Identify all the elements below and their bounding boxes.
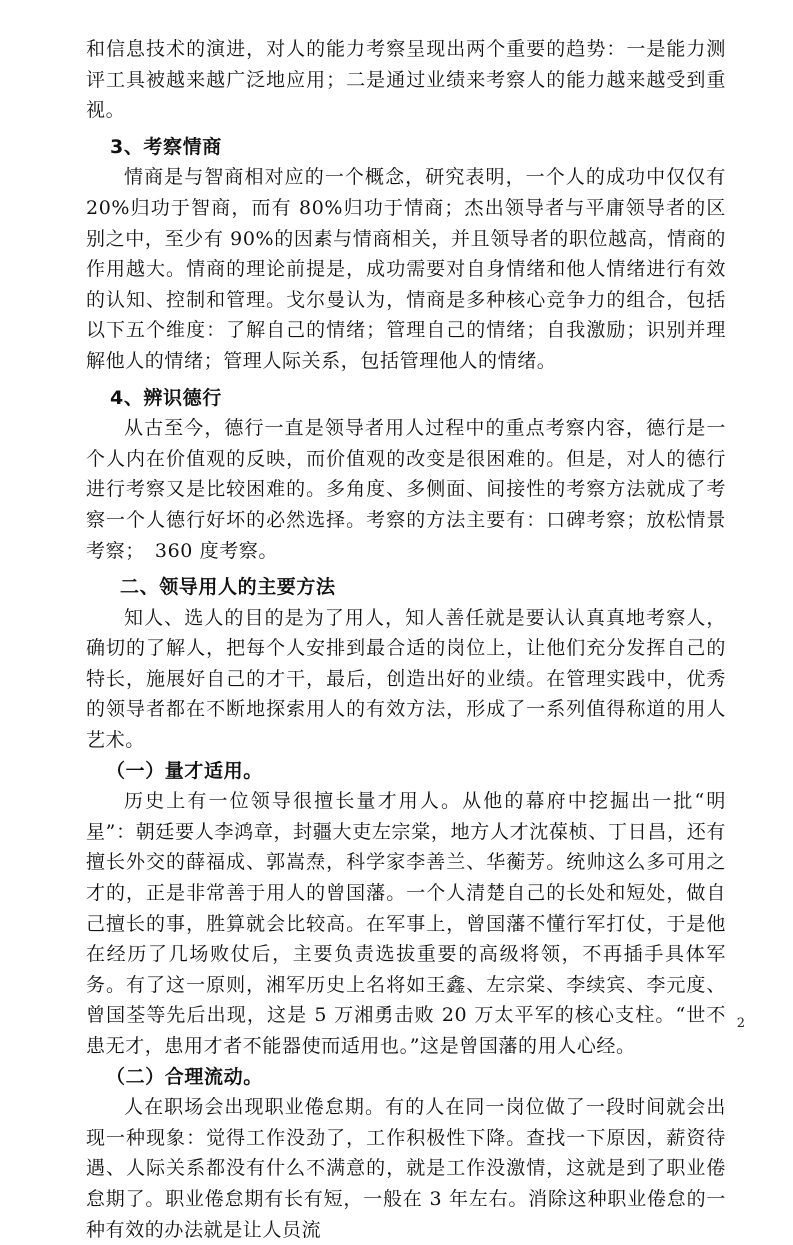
heading-eq: 3、考察情商 <box>110 135 222 158</box>
heading-fit-talent: （一）量才适用。 <box>106 759 263 782</box>
page-number: 2 <box>736 1016 745 1031</box>
paragraph-ability-trends: 和信息技术的演进，对人的能力考察呈现出两个重要的趋势：一是能力测评工具被越来越广泛地应用；二是通过业绩来考察人的能力越来越受到重视。 <box>86 38 726 122</box>
heading-virtue: 4、辨识德行 <box>110 386 222 409</box>
paragraph-rotation: 人在职场会出现职业倦怠期。有的人在同一岗位做了一段时间就会出现一种现象：觉得工作没劲了，工作积极性下降。查找一下原因，薪资待遇、人际关系都没有什么不满意的，就是工作没激情，这就是到了职业倦怠期了。职业倦怠期有长有短，一般在 3 年左右。消除这种职业倦怠的一种有效的办法就是让人员流 <box>86 1096 726 1241</box>
paragraph-eq: 情商是与智商相对应的一个概念，研究表明，一个人的成功中仅仅有 20%归功于智商，而有 80%归功于情商；杰出领导者与平庸领导者的区别之中，至少有 90%的因素与情商相关，并且领导者的职位越高，情商的作用越大。情商的理论前提是，成功需要对自身情绪和他人情绪进行有效的认知、控制和管理。戈尔曼认为，情商是多种核心竞争力的组合，包括以下五个维度：了解自己的情绪；管理自己的情绪；自我激励；识别并理解他人的情绪；管理人际关系，包括管理他人的情绪。 <box>86 166 726 372</box>
paragraph-methods: 知人、选人的目的是为了用人，知人善任就是要认认真真地考察人，确切的了解人，把每个人安排到最合适的岗位上，让他们充分发挥自己的特长，施展好自己的才干，最后，创造出好的业绩。在管理实践中，优秀的领导者都在不断地探索用人的有效方法，形成了一系列值得称道的用人艺术。 <box>86 606 726 752</box>
heading-rotation: （二）合理流动。 <box>106 1065 263 1088</box>
page-body <box>86 34 726 1245</box>
heading-methods: 二、领导用人的主要方法 <box>120 576 336 599</box>
paragraph-virtue: 从古至今，德行一直是领导者用人过程中的重点考察内容，德行是一个人内在价值观的反映，而价值观的改变是很困难的。但是，对人的德行进行考察又是比较困难的。多角度、多侧面、间接性的考察方法就成了考察一个人德行好坏的必然选择。考察的方法主要有：口碑考察；放松情景考察； 360 度考察。 <box>86 417 726 562</box>
paragraph-fit-talent: 历史上有一位领导很擅长量才用人。从他的幕府中挖掘出一批“明星”：朝廷要人李鸿章，封疆大吏左宗棠，地方人才沈葆桢、丁日昌，还有擅长外交的薛福成、郭嵩焘，科学家李善兰、华蘅芳。统帅这么多可用之才的，正是非常善于用人的曾国藩。一个人清楚自己的长处和短处，做自己擅长的事，胜算就会比较高。在军事上，曾国藩不懂行军打仗，于是他在经历了几场败仗后，主要负责选拔重要的高级将领，不再插手具体军务。有了这一原则，湘军历史上名将如王鑫、左宗棠、李续宾、李元度、曾国荃等先后出现，这是 5 万湘勇击败 20 万太平军的核心支柱。“世不患无才，患用才者不能器使而适用也。”这是曾国藩的用人心经。 <box>86 790 726 1057</box>
